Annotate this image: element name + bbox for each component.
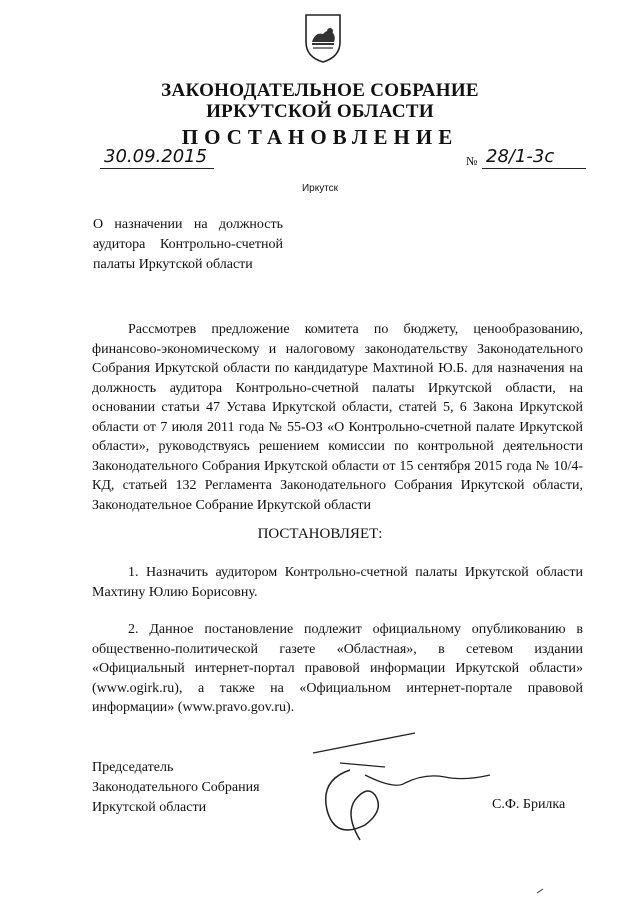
preamble-paragraph: Рассмотрев предложение комитета по бюджету, ценообразованию, финансово-экономическому и налоговому законодательству Законодательного Собрания Иркутской области по кандидатуре Махтиной Ю.Б. для назначения на должность аудитора Контрольно-счетной палаты Иркутской области, на основании статьи 47 Устава Иркутской области, статей 5, 6 Закона Иркутской области от 7 июля 2011 года № 55-ОЗ «О Контрольно-счетной палате Иркутской области», руководствуясь решением комиссии по контрольной деятельности Законодательного Собрания Иркутской области от 15 сентября 2015 года № 10/4-КД, статьей 132 Регламента Законодательного Собрания Иркутской области, Законодательное Собрание Иркутской области: [92, 322, 583, 513]
signatory-title: [92, 758, 312, 818]
resolution-item-2: 2. Данное постановление подлежит официальному опубликованию в общественно-политической газете «Областная», в сетевом издании «Официальный интернет-портал правовой информации Иркутской области» (www.ogirk.ru), а также на «Официальном интернет-портале правовой информации» (www.pravo.gov.ru).: [92, 622, 583, 715]
resolution-item-1: 1. Назначить аудитором Контрольно-счетной палаты Иркутской области Махтину Юлию Борисовну.: [92, 565, 583, 600]
scan-mark-icon: [536, 888, 544, 894]
signatory-title-line2: Законодательного Собрания: [92, 780, 260, 795]
org-name-line2: ИРКУТСКОЙ ОБЛАСТИ: [206, 101, 434, 122]
document-date: 30.09.2015: [100, 146, 214, 169]
signatory-title-line1: Председатель: [92, 760, 174, 775]
org-name-line1: ЗАКОНОДАТЕЛЬНОЕ СОБРАНИЕ: [161, 80, 479, 101]
document-number: 28/1-3с: [482, 146, 586, 169]
signatory-name: С.Ф. Брилка: [492, 797, 566, 812]
document-city: Иркутск: [301, 183, 339, 194]
document-type: ПОСТАНОВЛЕНИЕ: [181, 125, 459, 149]
signatory-title-line3: Иркутской области: [92, 800, 207, 815]
document-subject: О назначении на должность аудитора Контрольно-счетной палаты Иркутской области: [93, 217, 283, 272]
resolves-heading: ПОСТАНОВЛЯЕТ:: [257, 526, 383, 542]
number-sign: №: [466, 154, 478, 168]
handwritten-signature: [305, 715, 495, 850]
coat-of-arms-icon: [303, 12, 343, 64]
